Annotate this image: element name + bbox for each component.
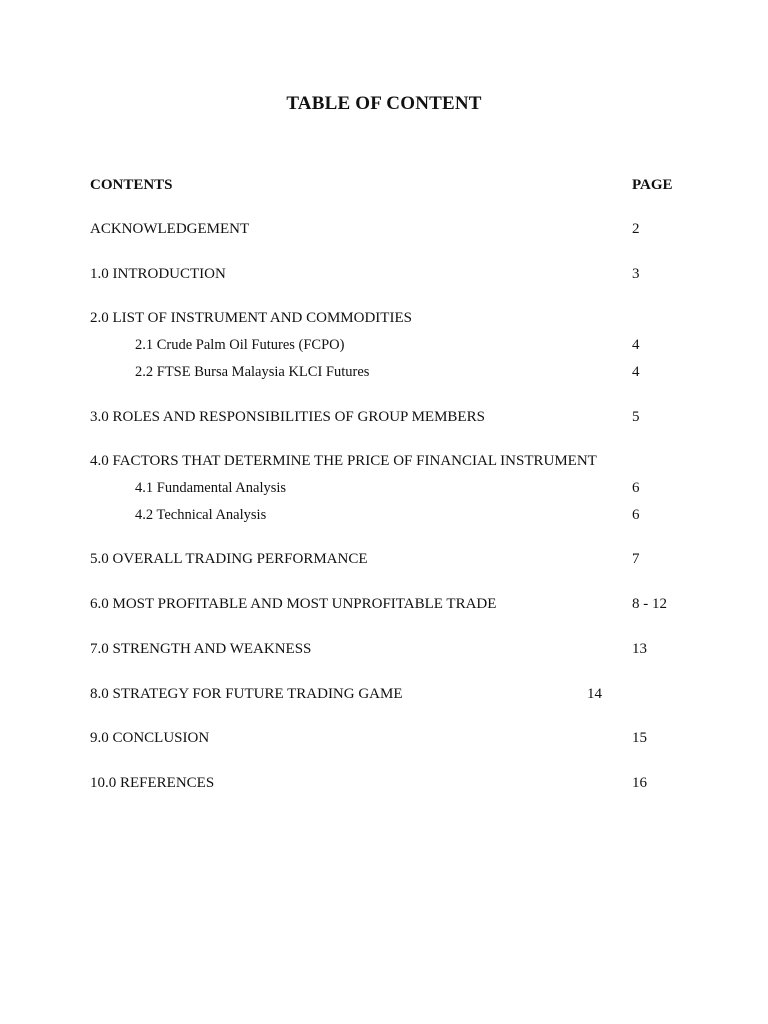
toc-entry-label: 9.0 CONCLUSION (90, 730, 210, 746)
toc-entry (90, 264, 690, 284)
contents-column-header: CONTENTS (90, 177, 173, 193)
toc-entry-page: 16 (632, 775, 647, 791)
toc-entry-label: 6.0 MOST PROFITABLE AND MOST UNPROFITABLE TRADE (90, 596, 497, 612)
toc-entry-label: 7.0 STRENGTH AND WEAKNESS (90, 641, 312, 657)
toc-entry-label: 5.0 OVERALL TRADING PERFORMANCE (90, 551, 368, 567)
toc-entry (90, 308, 690, 328)
toc-header-row (90, 175, 690, 195)
toc-entry-label: 1.0 INTRODUCTION (90, 266, 226, 282)
toc-entry (90, 594, 690, 614)
toc-subentry-page: 6 (632, 480, 640, 496)
toc-entry (90, 549, 690, 569)
toc-entry-page: 13 (632, 641, 647, 657)
toc-entry-page: 5 (632, 409, 640, 425)
toc-entry (90, 407, 690, 427)
toc-subentry-label: 2.2 FTSE Bursa Malaysia KLCI Futures (135, 364, 370, 380)
toc-entry-label: ACKNOWLEDGEMENT (90, 221, 250, 237)
page-title: TABLE OF CONTENT (286, 93, 482, 114)
toc-entry-page: 2 (632, 221, 640, 237)
toc-entry-page: 15 (632, 730, 647, 746)
toc-entry-label: 8.0 STRATEGY FOR FUTURE TRADING GAME (90, 686, 403, 702)
toc-subentry-label: 4.1 Fundamental Analysis (135, 480, 287, 496)
toc-entry-label: 3.0 ROLES AND RESPONSIBILITIES OF GROUP MEMBERS (90, 409, 485, 425)
toc-entry (90, 773, 690, 793)
toc-entry-label: 4.0 FACTORS THAT DETERMINE THE PRICE OF FINANCIAL INSTRUMENT (90, 453, 597, 469)
toc-subentry-label: 4.2 Technical Analysis (135, 507, 267, 523)
toc-subentry (90, 335, 690, 355)
toc-subentry (90, 505, 690, 525)
toc-subentry-page: 4 (632, 337, 640, 353)
toc-subentry (90, 362, 690, 382)
toc-subentry-page: 6 (632, 507, 640, 523)
toc-entry-page: 3 (632, 266, 640, 282)
toc-entry (90, 728, 690, 748)
toc-entry-label: 10.0 REFERENCES (90, 775, 215, 791)
toc-entry-page: 14 (587, 686, 602, 702)
toc-entry (90, 639, 690, 659)
toc-entry (90, 219, 690, 239)
toc-subentry (90, 478, 690, 498)
toc-entry-page: 8 - 12 (632, 596, 667, 612)
toc-entry-label: 2.0 LIST OF INSTRUMENT AND COMMODITIES (90, 310, 412, 326)
toc-entry (90, 684, 690, 704)
toc-subentry-label: 2.1 Crude Palm Oil Futures (FCPO) (135, 337, 345, 353)
toc-entry-page: 7 (632, 551, 640, 567)
toc-entry (90, 451, 690, 471)
toc-subentry-page: 4 (632, 364, 640, 380)
page-column-header: PAGE (632, 177, 673, 193)
